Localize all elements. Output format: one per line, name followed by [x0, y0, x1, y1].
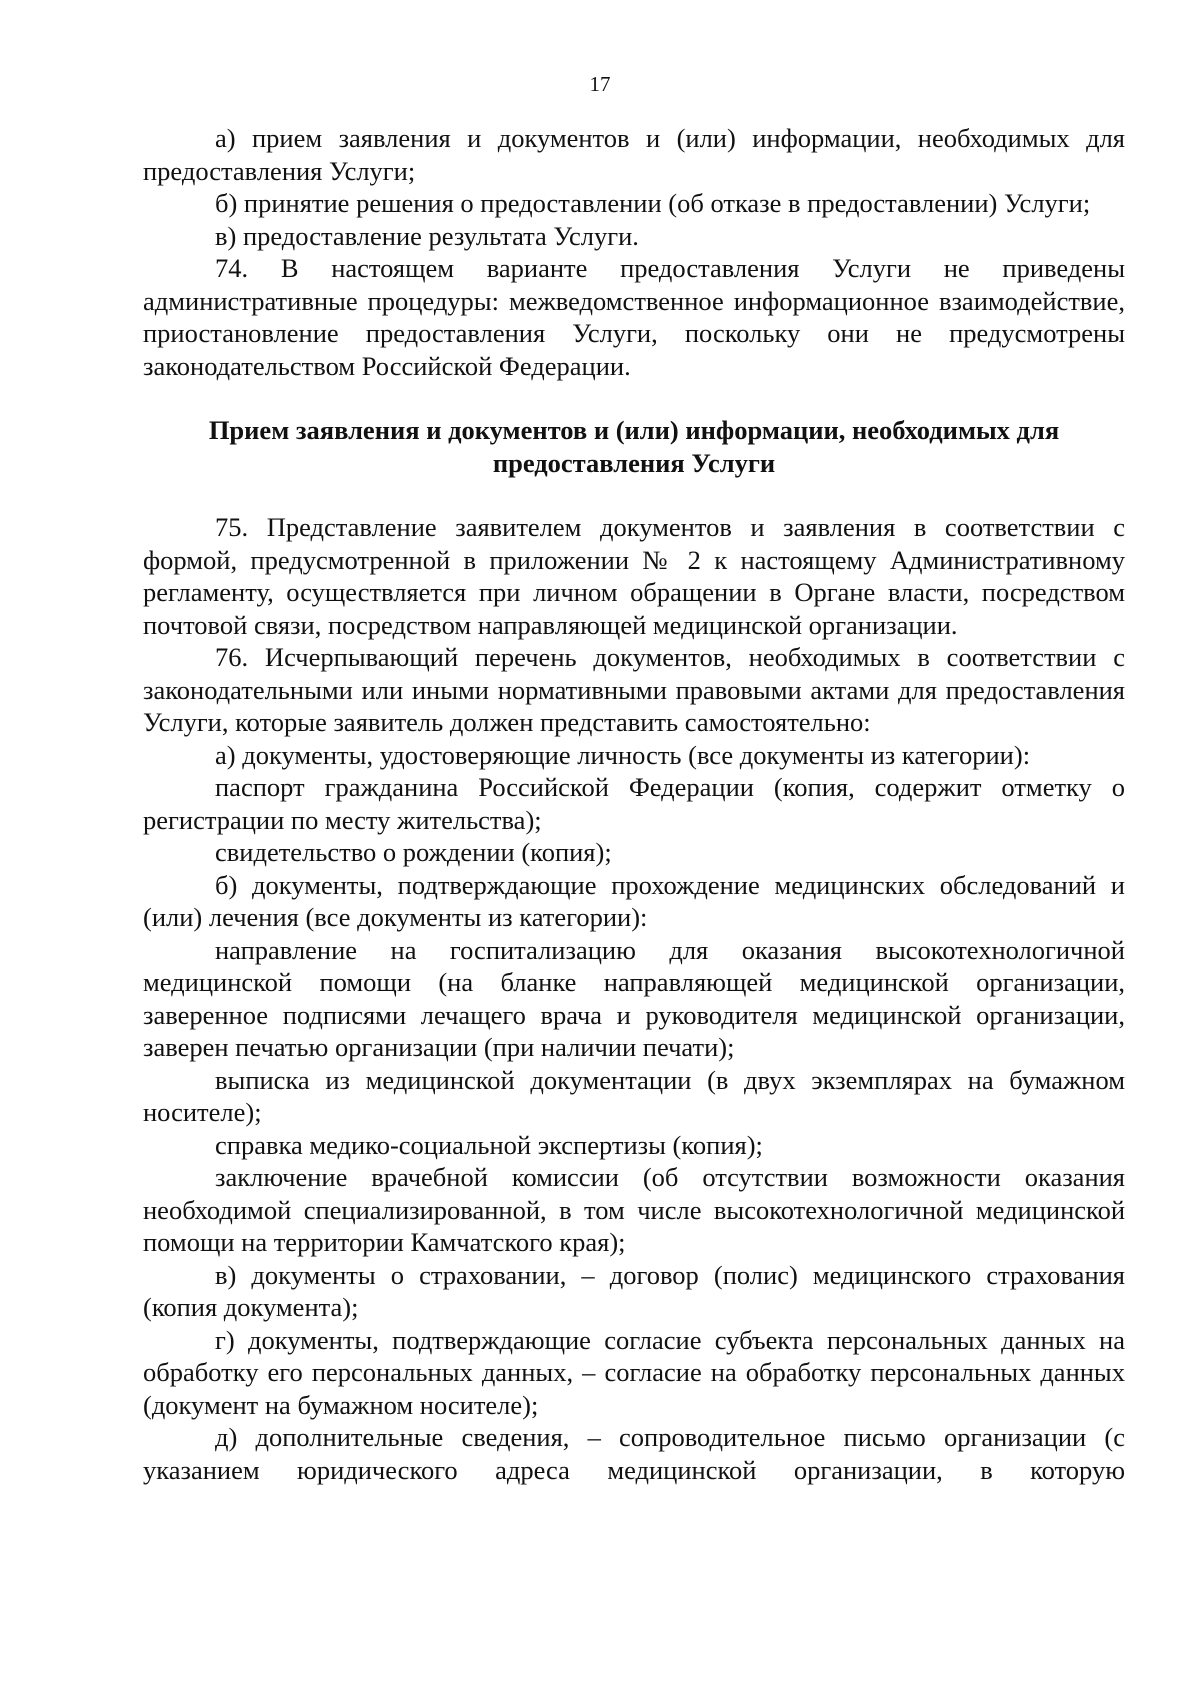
paragraph-76: 76. Исчерпывающий перечень документов, необходимых в соответствии с законодательными или иными нормативными правовыми актами для предоставления Услуги, которые заявитель должен представить самостоятельно:	[143, 642, 1125, 737]
paragraph-commission-conclusion: заключение врачебной комиссии (об отсутствии возможности оказания необходимой специализированной, в том числе высокотехнологичной медицинской помощи на территории Камчатского края);	[143, 1162, 1125, 1257]
paragraph-76-v: в) документы о страховании, – договор (полис) медицинского страхования (копия документа);	[143, 1259, 1125, 1322]
paragraph-passport: паспорт гражданина Российской Федерации (копия, содержит отметку о регистрации по месту жительства);	[143, 772, 1125, 835]
paragraph-74: 74. В настоящем варианте предоставления Услуги не приведены административные процедуры: межведомственное информационное взаимодействие, приостановление предоставления Услуги, поскольку они не предусмотрены законодательством Российской Федерации.	[143, 253, 1125, 381]
paragraph-referral: направление на госпитализацию для оказания высокотехнологичной медицинской помощи (на бланке направляющей медицинской организации, заверенное подписями лечащего врача и руководителя медицинской организации, заверен печатью организации (при наличии печати);	[143, 934, 1125, 1062]
paragraph-item-v: в) предоставление результата Услуги.	[215, 220, 639, 251]
paragraph-item-b: б) принятие решения о предоставлении (об отказе в предоставлении) Услуги;	[215, 188, 1091, 218]
paragraph-item-a: а) прием заявления и документов и (или) информации, необходимых для предоставления Услуги;	[143, 123, 1125, 186]
paragraph-76-d: д) дополнительные сведения, – сопроводительное письмо организации (с указанием юридического адреса медицинской организации, в которую	[143, 1422, 1125, 1485]
paragraph-76-g: г) документы, подтверждающие согласие субъекта персональных данных на обработку его персональных данных, – согласие на обработку персональных данных (документ на бумажном носителе);	[143, 1324, 1125, 1420]
page-number: 17	[589, 72, 611, 96]
paragraph-birth-certificate: свидетельство о рождении (копия);	[215, 837, 612, 867]
paragraph-75: 75. Представление заявителем документов и заявления в соответствии с формой, предусмотренной в приложении № 2 к настоящему Административному регламенту, осуществляется при личном обращении в Органе власти, посредством почтовой связи, посредством направляющей медицинской организации.	[143, 512, 1125, 640]
paragraph-76-b: б) документы, подтверждающие прохождение медицинских обследований и (или) лечения (все документы из категории):	[143, 869, 1125, 932]
section-title: Прием заявления и документов и (или) информации, необходимых для предоставления Услуги	[208, 415, 1060, 478]
paragraph-mse-certificate: справка медико-социальной экспертизы (копия);	[215, 1129, 763, 1160]
document-body	[143, 122, 1125, 1486]
paragraph-76-a: а) документы, удостоверяющие личность (все документы из категории):	[215, 739, 1031, 770]
paragraph-medical-extract: выписка из медицинской документации (в двух экземплярах на бумажном носителе);	[143, 1064, 1125, 1127]
